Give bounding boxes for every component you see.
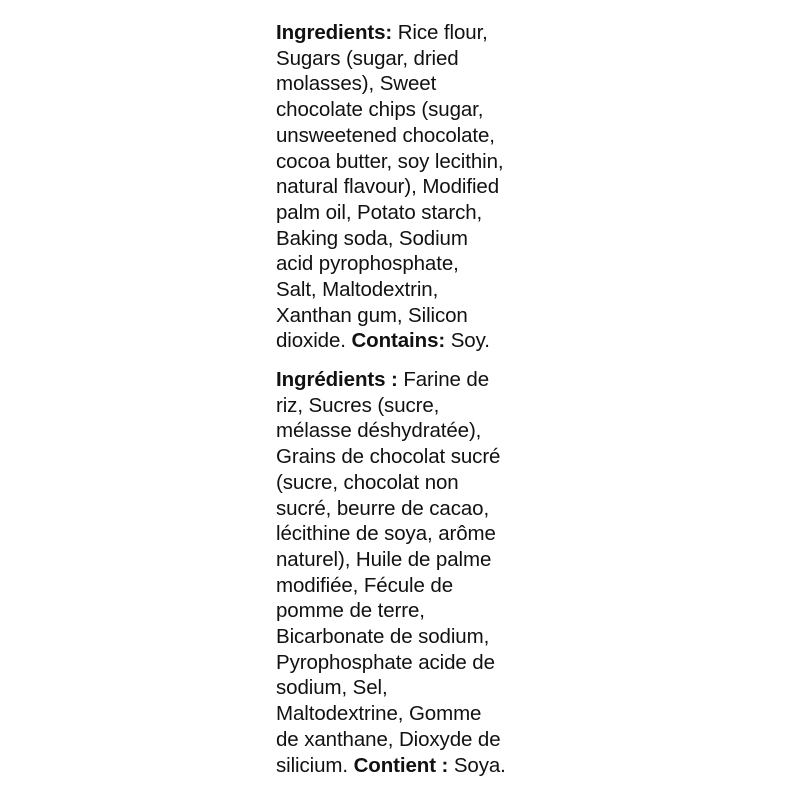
french-ingredients (276, 367, 536, 778)
english-line: palm oil, Potato starch, (276, 200, 483, 224)
french-heading: Ingrédients : (276, 368, 398, 391)
french-line: sodium, Sel, (276, 676, 388, 700)
english-line: acid pyrophosphate, (276, 252, 459, 276)
english-line: molasses), Sweet (276, 72, 437, 96)
english-line: cocoa butter, soy lecithin, (276, 149, 504, 173)
english-line-1 (276, 20, 536, 46)
french-line: Pyrophosphate acide de (276, 650, 495, 674)
english-last-line (276, 328, 536, 354)
french-text: Farine de (397, 368, 490, 391)
english-ingredients (276, 20, 536, 354)
french-line: naturel), Huile de palme (276, 547, 492, 571)
contient-value: Soya. (448, 753, 506, 777)
french-last-line (276, 753, 536, 779)
english-text: Rice flour, (392, 21, 488, 44)
english-line: Xanthan gum, Silicon (276, 303, 468, 327)
english-line: chocolate chips (sugar, (276, 98, 484, 122)
english-text: dioxide. (276, 329, 352, 353)
french-line-1 (276, 367, 536, 393)
english-line: unsweetened chocolate, (276, 123, 495, 147)
english-line: natural flavour), Modified (276, 175, 500, 199)
french-line: pomme de terre, (276, 599, 425, 623)
french-line: Bicarbonate de sodium, (276, 625, 490, 649)
contient-label: Contient : (353, 753, 449, 777)
english-line: Salt, Maltodextrin, (276, 278, 439, 302)
french-line: sucré, beurre de cacao, (276, 496, 490, 520)
english-heading: Ingredients: (276, 21, 393, 44)
french-line: de xanthane, Dioxyde de (276, 727, 501, 751)
contains-value: Soy. (445, 329, 490, 353)
french-line: mélasse déshydratée), (276, 419, 482, 443)
english-line: Baking soda, Sodium (276, 226, 468, 250)
french-line: lécithine de soya, arôme (276, 522, 496, 546)
french-line: (sucre, chocolat non (276, 470, 459, 494)
french-line: Maltodextrine, Gomme (276, 702, 482, 726)
french-text: silicium. (276, 753, 354, 777)
french-line: riz, Sucres (sucre, (276, 393, 440, 417)
contains-label: Contains: (351, 329, 446, 353)
english-line: Sugars (sugar, dried (276, 46, 459, 70)
french-line: Grains de chocolat sucré (276, 445, 501, 469)
french-line: modifiée, Fécule de (276, 573, 454, 597)
